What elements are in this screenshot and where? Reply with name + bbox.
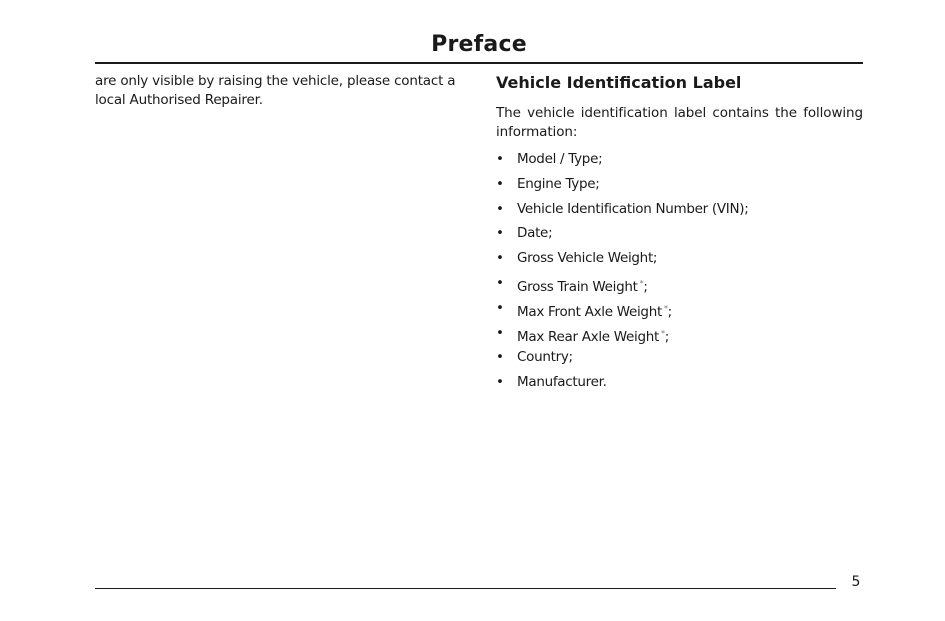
bullet-mark: • [496,374,504,391]
list-item-suffix: ; [667,303,672,320]
list-item-text: Vehicle Identification Number (VIN); [517,200,749,217]
list-item [496,348,863,373]
list-item [496,175,863,200]
footer-divider [95,588,836,589]
list-item [496,224,863,249]
list-item-text: Engine Type; [517,175,600,192]
bullet-mark: • [496,250,504,267]
list-item-text: Max Front Axle Weight [517,303,662,320]
list-item [496,150,863,175]
list-item [496,373,863,398]
list-item [496,299,863,324]
list-item [496,200,863,225]
bullet-mark: • [496,175,504,192]
list-item-suffix: ; [664,328,669,345]
list-item-text: Max Rear Axle Weight [517,328,659,345]
bullet-mark: • [496,299,504,316]
list-item-text: Gross Vehicle Weight; [517,250,658,267]
bullet-mark: • [496,151,504,167]
section-heading: Vehicle Identification Label [496,73,742,92]
section-intro: The vehicle identification label contains the following information: [496,105,863,140]
list-item-text: Gross Train Weight [517,278,638,295]
bullet-mark: • [496,324,504,341]
footnote-mark: * [639,278,644,288]
list-item-text: Date; [517,225,553,242]
bullet-mark: • [496,200,504,217]
list-item [496,249,863,274]
bullet-list [496,150,863,398]
left-column-text: are only visible by raising the vehicle, please contact a local Authorised Repairer. [95,73,456,108]
list-item-text: Country; [517,349,573,366]
bullet-mark: • [496,349,504,366]
right-column [496,72,863,398]
list-item-text: Model / Type; [517,151,603,167]
footnote-mark: * [663,303,668,313]
page-number: 5 [851,574,861,590]
list-item [496,324,863,349]
title-divider [95,62,863,64]
list-item [496,274,863,299]
footnote-mark: * [661,328,665,338]
page-title: Preface [431,32,527,57]
bullet-mark: • [496,225,504,242]
bullet-mark: • [496,274,504,291]
list-item-suffix: ; [643,278,648,295]
list-item-text: Manufacturer. [517,374,607,391]
